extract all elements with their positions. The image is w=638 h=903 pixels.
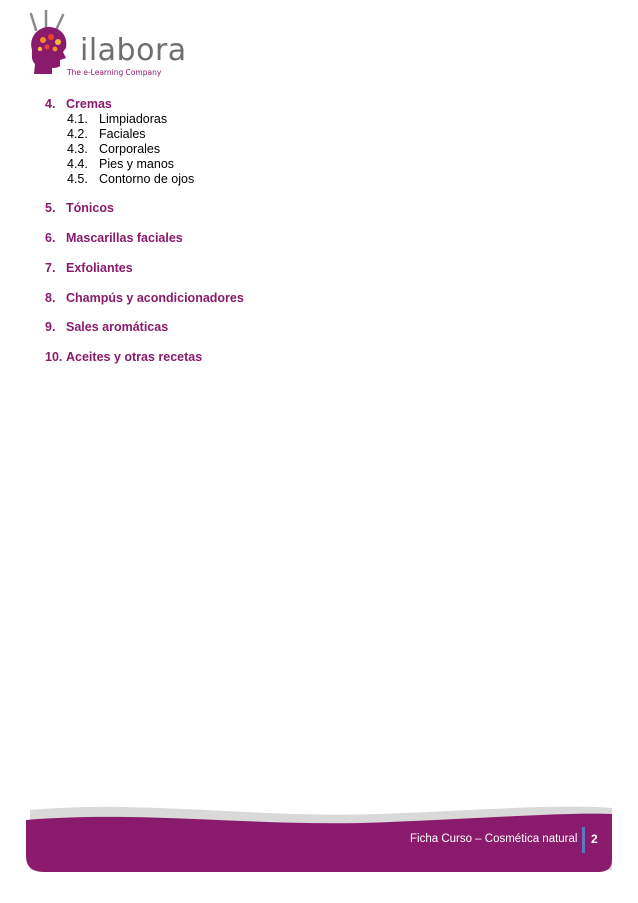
toc-subitem-label: Pies y manos xyxy=(99,157,175,171)
toc-subitem xyxy=(45,142,605,157)
toc-subitem-label: Contorno de ojos xyxy=(99,172,195,186)
toc-item-number: 6. xyxy=(45,231,56,245)
toc-item-label: Champús y acondicionadores xyxy=(66,291,244,305)
toc-subitem xyxy=(45,127,605,142)
toc-subitem-number: 4.1. xyxy=(67,112,88,126)
toc-item-number: 5. xyxy=(45,201,56,215)
toc-subitem xyxy=(45,172,605,187)
toc-subitem-number: 4.4. xyxy=(67,157,88,171)
toc-item-aceites xyxy=(45,350,605,365)
toc-item-sales xyxy=(45,320,605,335)
toc-subitem-number: 4.3. xyxy=(67,142,88,156)
toc-item-exfoliantes xyxy=(45,261,605,276)
toc-item-label: Mascarillas faciales xyxy=(66,231,183,245)
table-of-contents xyxy=(45,97,605,365)
toc-item-number: 9. xyxy=(45,320,56,334)
logo-tagline: The e-Learning Company xyxy=(67,68,162,77)
toc-item-tonicos xyxy=(45,201,605,216)
toc-item-label: Cremas xyxy=(66,97,112,111)
toc-item-mascarillas xyxy=(45,231,605,246)
toc-item-champus xyxy=(45,291,605,306)
toc-subitem-number: 4.2. xyxy=(67,127,88,141)
toc-item-label: Tónicos xyxy=(66,201,114,215)
toc-subitem xyxy=(45,157,605,172)
toc-item-number: 7. xyxy=(45,261,56,275)
toc-subitem-label: Faciales xyxy=(99,127,146,141)
toc-subitem xyxy=(45,112,605,127)
toc-item-number: 4. xyxy=(45,97,56,111)
toc-item-label: Exfoliantes xyxy=(66,261,133,275)
toc-item-label: Aceites y otras recetas xyxy=(66,350,203,364)
toc-item-number: 10. xyxy=(45,350,63,364)
toc-subitem-number: 4.5. xyxy=(67,172,88,186)
footer-separator xyxy=(582,827,585,853)
toc-item-label: Sales aromáticas xyxy=(66,320,169,334)
toc-subitem-label: Corporales xyxy=(99,142,161,156)
toc-item-cremas xyxy=(45,97,605,112)
footer-course-title: Ficha Curso – Cosmética natural xyxy=(410,833,578,845)
page-number: 2 xyxy=(591,832,598,846)
toc-item-number: 8. xyxy=(45,291,56,305)
page-footer xyxy=(0,800,638,880)
ilabora-logo xyxy=(22,10,187,80)
toc-subitem-label: Limpiadoras xyxy=(99,112,168,126)
logo-wordmark: ilabora xyxy=(80,33,187,68)
